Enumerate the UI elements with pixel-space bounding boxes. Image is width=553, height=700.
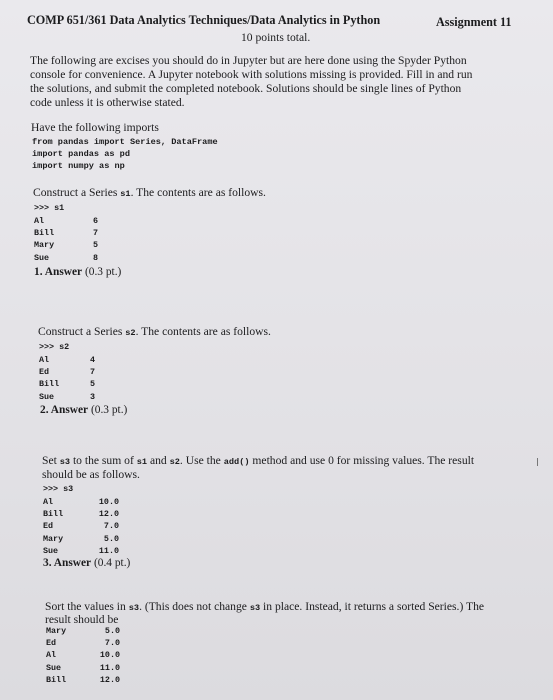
table-row: Bill 5 (39, 379, 95, 390)
q3-answer: 3. Answer (0.4 pt.) (43, 557, 131, 569)
q3-prompt: >>> s3 (43, 484, 74, 494)
q3-series-output (43, 496, 119, 557)
q1-instruction: Construct a Series s1. The contents are as follows. (33, 186, 266, 199)
import-line-3: import numpy as np (32, 161, 125, 171)
table-row: Al 4 (39, 355, 95, 366)
intro-line-3: the solutions, and submit the completed notebook. Solutions should be single lines of Python (30, 82, 462, 95)
pen-mark (537, 458, 538, 466)
table-row: Mary 5.0 (43, 533, 119, 544)
intro-line-2: console for convenience. A Jupyter notebook with solutions missing is provided. Fill in and run (30, 68, 473, 81)
q1-prompt: >>> s1 (34, 203, 65, 213)
table-row: Al 10.0 (46, 650, 120, 661)
imports-heading: Have the following imports (31, 121, 159, 134)
table-row: Sue 3 (39, 391, 95, 402)
q4-series-output (46, 625, 120, 686)
q4-instruction-line-2: result should be (45, 613, 119, 626)
table-row: Ed 7.0 (46, 638, 120, 649)
table-row: Bill 12.0 (43, 509, 119, 520)
q3-instruction-line-2: should be as follows. (42, 468, 140, 481)
table-row: Mary 5.0 (46, 626, 120, 637)
table-row: Bill 12.0 (46, 674, 120, 685)
import-line-1: from pandas import Series, DataFrame (32, 137, 218, 147)
q1-series-output (34, 215, 98, 264)
import-line-2: import pandas as pd (32, 149, 130, 159)
course-title: COMP 651/361 Data Analytics Techniques/Data Analytics in Python (27, 13, 381, 27)
table-row: Sue 8 (34, 252, 98, 263)
q1-answer: 1. Answer (0.3 pt.) (34, 266, 122, 278)
table-row: Sue 11.0 (46, 662, 120, 673)
table-row: Mary 5 (34, 240, 98, 251)
q2-answer: 2. Answer (0.3 pt.) (40, 404, 128, 416)
q2-prompt: >>> s2 (39, 342, 70, 352)
table-row: Al 6 (34, 216, 98, 227)
q4-instruction-line-1: Sort the values in s3. (This does not change s3 in place. Instead, it returns a sorted Series.) The (45, 600, 485, 613)
q3-instruction-line-1: Set s3 to the sum of s1 and s2. Use the add() method and use 0 for missing values. The result (42, 454, 475, 467)
table-row: Al 10.0 (43, 497, 119, 508)
table-row: Ed 7.0 (43, 521, 119, 532)
table-row: Bill 7 (34, 228, 98, 239)
q2-instruction: Construct a Series s2. The contents are as follows. (38, 325, 271, 338)
assignment-label: Assignment 11 (436, 15, 512, 29)
intro-line-4: code unless it is otherwise stated. (30, 96, 185, 109)
q2-series-output (39, 354, 95, 403)
table-row: Ed 7 (39, 367, 95, 378)
table-row: Sue 11.0 (43, 545, 119, 556)
intro-line-1: The following are excises you should do in Jupyter but are here done using the Spyder Python (30, 54, 467, 67)
points-total: 10 points total. (241, 31, 311, 44)
